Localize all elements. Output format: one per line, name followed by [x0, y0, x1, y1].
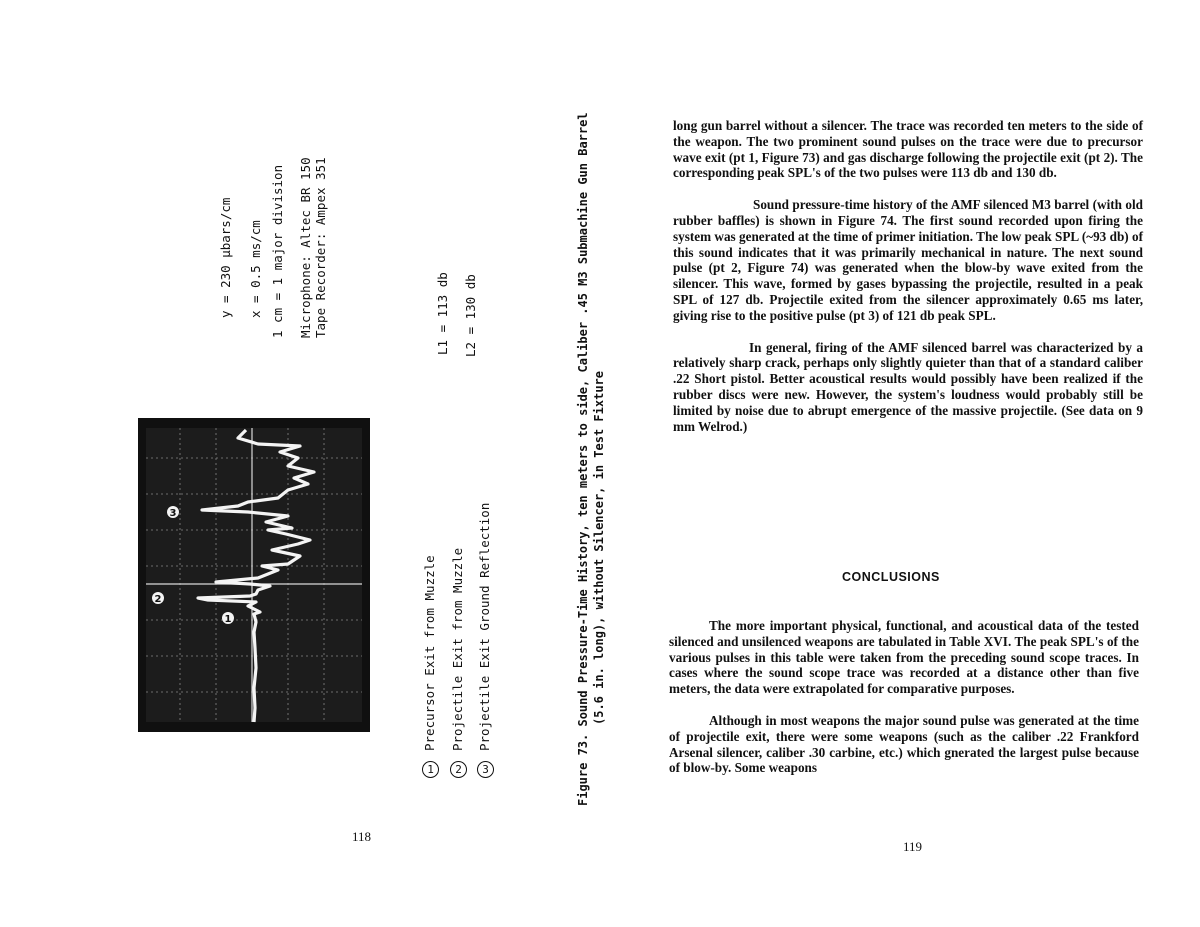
division-text: 1 cm = 1 major division: [270, 164, 285, 338]
figure-caption-line1: Figure 73. Sound Pressure-Time History, ten meters to side, Caliber .45 M3 Submachine Gun Barrel: [576, 112, 590, 806]
microphone-text: Microphone: Altec BR 150: [298, 157, 313, 338]
paragraph-3: In general, firing of the AMF silenced barrel was characterized by a relatively sharp crack, perhaps only slightly quieter than that of a standard caliber .22 Short pistol. Better acoustical results would possibly have been realized if the rubber discs were new. However, the system's loudness would probably still be limited by noise due to abrupt emergence of the massive projectile. (See data on 9 mm Welrod.): [673, 339, 1143, 434]
page-number-right: 119: [903, 839, 923, 854]
peak-l2-text: L2 = 130 db: [463, 274, 478, 357]
legend-item-1: [422, 555, 439, 778]
x-scale-text: x = 0.5 ms/cm: [248, 220, 263, 318]
legend-number-2: 2: [450, 761, 467, 778]
conclusions-paragraph-1: The more important physical, functional, and acoustical data of the tested silenced and unsilenced weapons are tabulated in Table XVI. The peak SPL's of the various pulses in this table were taken from the preceding sound scope traces. In cases where the sound scope trace was recorded at a distance other than five meters, the data were extrapolated for comparative purposes.: [669, 618, 1139, 697]
legend-label-3: Projectile Exit Ground Reflection: [477, 502, 492, 751]
peak-l1-text: L1 = 113 db: [435, 272, 450, 355]
conclusions-heading: CONCLUSIONS: [842, 570, 940, 584]
body-text-conclusions: [669, 618, 1139, 776]
legend-item-3: [477, 503, 494, 778]
legend-number-1: 1: [422, 761, 439, 778]
page-number-left: 118: [352, 829, 372, 844]
legend-number-3: 3: [477, 761, 494, 778]
trace-marker-2: 2: [154, 594, 162, 605]
body-text-top: [673, 118, 1143, 434]
legend-label-2: Projectile Exit from Muzzle: [450, 547, 465, 751]
conclusions-paragraph-2: Although in most weapons the major sound pulse was generated at the time of projectile exit, there were some weapons (such as the caliber .22 Frankford Arsenal silencer, caliber .30 carbine, etc.) which gnerated the largest pulse because of blow-by. Some weapons: [669, 712, 1139, 776]
trace-marker-3: 3: [169, 508, 177, 519]
trace-marker-1: 1: [224, 614, 232, 625]
legend-item-2: [450, 548, 467, 778]
oscilloscope-trace-photo: [138, 418, 370, 732]
paragraph-2: Sound pressure-time history of the AMF silenced M3 barrel (with old rubber baffles) is shown in Figure 74. The first sound recorded upon firing the system was generated at the time of primer initiation. The low peak SPL (~93 db) of this sound indicates that it was primarily mechanical in nature. The next sound pulse (pt 2, Figure 74) was generated when the blow-by wave exited from the silencer. This wave, formed by gases bypassing the projectile, resulted in a peak SPL of 127 db. Projectile exited from the silencer approximately 0.65 ms later, giving rise to the positive pulse (pt 3) of 121 db peak SPL.: [673, 197, 1143, 323]
recorder-text: Tape Recorder: Ampex 351: [313, 157, 328, 338]
y-scale-text: y = 230 μbars/cm: [218, 197, 233, 318]
figure-caption-line2: (5.6 in. long), without Silencer, in Test Fixture: [592, 370, 606, 725]
legend-label-1: Precursor Exit from Muzzle: [422, 555, 437, 751]
right-page: [600, 0, 1200, 927]
paragraph-1: long gun barrel without a silencer. The trace was recorded ten meters to the side of the weapon. The two prominent sound pulses on the trace were due to precursor wave exit (pt 1, Figure 73) and gas discharge following the projectile exit (pt 2). The corresponding peak SPL's of the two pulses were 113 db and 130 db.: [673, 118, 1143, 181]
